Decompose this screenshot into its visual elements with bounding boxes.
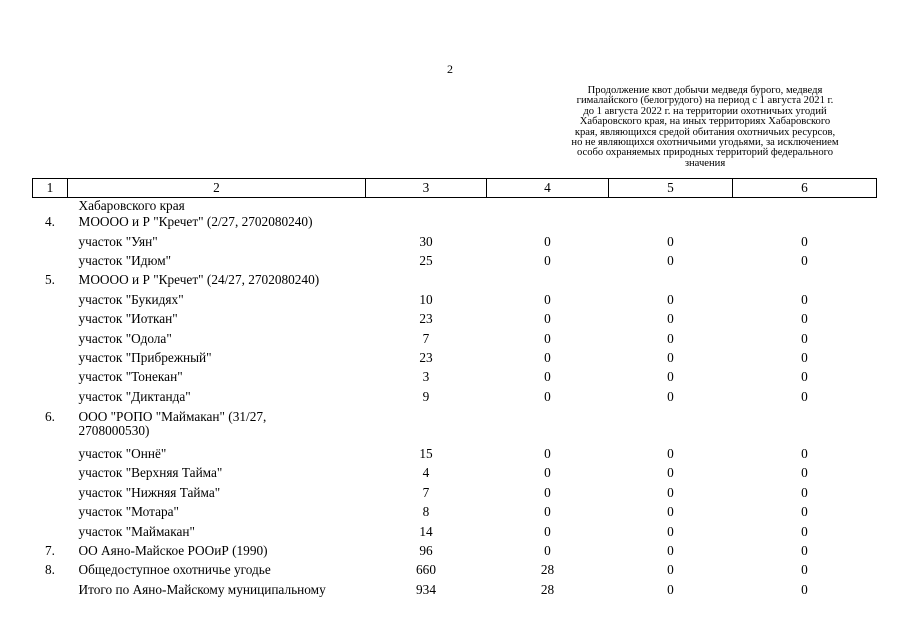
col-5-value: 0 [667,484,674,500]
row-name: ОО Аяно-Майское РООиР (1990) [78,543,268,559]
row-name: участок "Мотара" [78,504,179,520]
col-4-value [487,212,609,231]
row-name: участок "Уян" [78,233,158,249]
row-name: МОООО и Р "Кречет" (2/27, 2702080240) [78,214,313,230]
caption-line: Продолжение квот добычи медведя бурого, медведя [587,85,823,96]
col-4-value: 0 [544,252,551,268]
row-number [33,580,68,599]
row-number [33,463,68,482]
col-5-value: 0 [667,252,674,268]
row-name: участок "Букидях" [78,291,184,307]
col-3-value: 23 [419,311,433,327]
table-row [33,502,877,521]
row-number [33,231,68,250]
col-4-value: 0 [544,465,551,481]
table-row [33,251,877,270]
col-3-value: 8 [422,504,430,520]
col-4-value [487,270,609,289]
col-5-value: 0 [667,581,674,597]
quota-table [32,178,877,599]
col-4-value: 0 [544,291,551,307]
col-5-value: 0 [667,330,674,346]
col-3-value: 23 [419,349,433,365]
col-4-value: 0 [544,523,551,539]
col-3-value: 660 [416,562,436,578]
col-5-value: 0 [667,291,674,307]
col-6-value [733,212,877,231]
row-number [33,328,68,347]
row-name: участок "Маймакан" [78,523,195,539]
table-row [33,328,877,347]
row-name: участок "Оннё" [78,446,167,462]
col-6-value: 0 [801,388,808,404]
row-name-line: 2708000530) [78,422,150,438]
col-4-value: 0 [544,504,551,520]
header-cell: 5 [609,179,733,198]
table-row [33,541,877,560]
table-row [33,367,877,386]
row-name: участок "Идюм" [78,252,172,268]
col-3-value: 3 [422,369,430,385]
col-5-value: 0 [667,388,674,404]
row-number: 7. [45,543,55,559]
col-6-value: 0 [801,504,808,520]
col-3-value [366,406,487,444]
col-6-value: 0 [801,369,808,385]
col-4-value [487,406,609,444]
col-6-value: 0 [801,581,808,597]
caption-line: значения [684,157,726,169]
header-cell: 4 [487,179,609,198]
col-3-value: 15 [419,446,433,462]
table-row [33,444,877,463]
caption-line: до 1 августа 2022 г. на территории охотничьих угодий [583,105,827,117]
table-row [33,198,877,213]
col-5-value: 0 [667,504,674,520]
row-number [33,387,68,406]
row-name: Хабаровского края [78,197,185,213]
page-number: 2 [447,62,453,76]
row-number [33,521,68,540]
header-cell: 2 [68,179,366,198]
col-5-value: 0 [667,369,674,385]
col-3-value: 4 [422,465,430,481]
table-row [33,270,877,289]
row-name: участок "Диктанда" [78,388,191,404]
col-6-value: 0 [801,484,808,500]
row-name: участок "Одола" [78,330,172,346]
col-3-value: 9 [422,388,430,404]
col-5-value [609,270,733,289]
col-6-value [733,406,877,444]
col-4-value: 28 [540,562,555,578]
row-number [33,309,68,328]
col-6-value: 0 [801,330,808,346]
row-number [33,198,68,213]
table-row [33,463,877,482]
col-4-value: 0 [544,543,551,559]
col-5-value [609,212,733,231]
row-name: Общедоступное охотничье угодье [78,562,271,578]
row-number: 6. [45,408,55,424]
header-cell: 1 [33,179,68,198]
col-3-value: 10 [419,291,433,307]
col-4-value [487,198,609,213]
row-number [33,483,68,502]
table-row [33,387,877,406]
row-name: Итого по Аяно-Майскому муниципальному [78,581,326,597]
row-name: участок "Тонекан" [78,369,183,385]
table-caption [540,86,870,169]
row-number [33,251,68,270]
row-name: участок "Нижняя Тайма" [78,484,221,500]
header-cell: 6 [733,179,877,198]
col-5-value: 0 [667,233,674,249]
caption-line: но не являющихся охотничьими угодьями, за исключением [571,137,839,149]
row-number: 4. [45,214,55,230]
col-6-value [733,270,877,289]
col-3-value: 934 [416,581,436,597]
caption-line: Хабаровского края, на иных территориях Хабаровского [579,116,831,128]
col-5-value: 0 [667,562,674,578]
table-row [33,309,877,328]
caption-line: гималайского (белогрудого) на период с 1 августа 2021 г. [576,95,834,107]
col-4-value: 0 [544,446,551,462]
col-5-value: 0 [667,446,674,462]
col-4-value: 0 [544,330,551,346]
row-name-line: ООО "РОПО "Маймакан" (31/27, [78,408,267,424]
col-4-value: 0 [544,388,551,404]
col-6-value: 0 [801,311,808,327]
row-name: участок "Верхняя Тайма" [78,465,223,481]
table-row [33,483,877,502]
table-row [33,348,877,367]
col-6-value: 0 [801,291,808,307]
col-3-value [366,198,487,213]
col-5-value: 0 [667,523,674,539]
caption-line: особо охраняемых природных территорий федерального [576,147,834,159]
col-6-value: 0 [801,562,808,578]
col-4-value: 0 [544,369,551,385]
col-3-value: 30 [419,233,433,249]
col-6-value: 0 [801,543,808,559]
col-6-value: 0 [801,233,808,249]
col-4-value: 0 [544,311,551,327]
table-row [33,231,877,250]
col-5-value: 0 [667,349,674,365]
row-name: участок "Иоткан" [78,311,178,327]
header-cell: 3 [366,179,487,198]
col-5-value: 0 [667,465,674,481]
col-4-value: 0 [544,349,551,365]
col-3-value: 7 [422,330,430,346]
header-row [33,179,877,198]
row-number [33,502,68,521]
col-6-value: 0 [801,446,808,462]
row-number [33,348,68,367]
row-number [33,367,68,386]
table-row [33,212,877,231]
col-3-value [366,212,487,231]
col-6-value: 0 [801,523,808,539]
col-6-value: 0 [801,252,808,268]
table-row [33,580,877,599]
col-5-value [609,198,733,213]
col-3-value: 7 [422,484,430,500]
table-row [33,521,877,540]
table-row [33,406,877,444]
row-number [33,290,68,309]
table-row [33,290,877,309]
col-6-value: 0 [801,349,808,365]
table-body [33,198,877,600]
col-6-value [733,198,877,213]
table-row [33,560,877,579]
col-4-value: 0 [544,233,551,249]
col-5-value: 0 [667,311,674,327]
row-name [68,406,366,444]
row-name: участок "Прибрежный" [78,349,212,365]
col-4-value: 0 [544,484,551,500]
col-3-value: 96 [419,543,433,559]
col-3-value: 25 [419,252,433,268]
col-4-value: 28 [540,581,555,597]
caption-line: края, являющихся средой обитания охотничьих ресурсов, [574,126,836,138]
row-name: МОООО и Р "Кречет" (24/27, 2702080240) [78,272,320,288]
row-number: 5. [45,272,55,288]
col-6-value: 0 [801,465,808,481]
col-3-value [366,270,487,289]
col-5-value: 0 [667,543,674,559]
row-number: 8. [45,562,55,578]
row-number [33,444,68,463]
col-5-value [609,406,733,444]
col-3-value: 14 [419,523,433,539]
